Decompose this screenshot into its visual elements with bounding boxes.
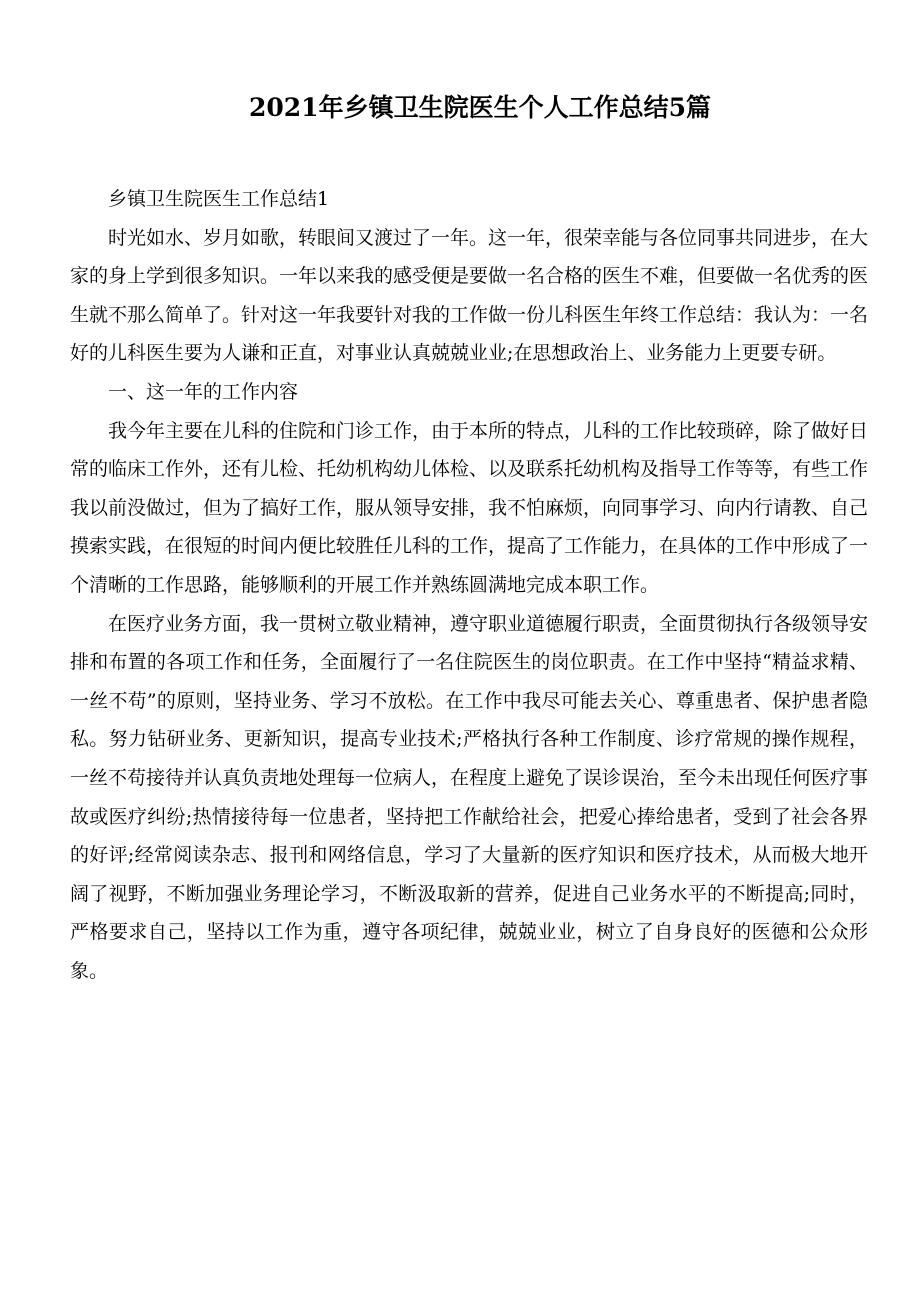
document-title: 2021年乡镇卫生院医生个人工作总结5篇: [249, 93, 711, 122]
paragraph-intro: 时光如水、岁月如歌，转眼间又渡过了一年。这一年，很荣幸能与各位同事共同进步，在大家的身上学到很多知识。一年以来我的感受便是要做一名合格的医生不难，但要做一名优秀的医生就不那么简单了。针对这一年我要针对我的工作做一份儿科医生年终工作总结：我认为：一名好的儿科医生要为人谦和正直，对事业认真兢兢业业;在思想政治上、业务能力上更要专研。: [70, 226, 869, 365]
paragraph-medical-business: 在医疗业务方面，我一贯树立敬业精神，遵守职业道德履行职责，全面贯彻执行各级领导安排和布置的各项工作和任务，全面履行了一名住院医生的岗位职责。在工作中坚持“精益求精、一丝不苟”的原则，坚持业务、学习不放松。在工作中我尽可能去关心、尊重患者、保护患者隐私。努力钻研业务、更新知识，提高专业技术;严格执行各种工作制度、诊疗常规的操作规程，一丝不苟接待并认真负责地处理每一位病人，在程度上避免了误诊误治，至今未出现任何医疗事故或医疗纠纷;热情接待每一位患者，坚持把工作献给社会，把爱心捧给患者，受到了社会各界的好评;经常阅读杂志、报刊和网络信息，学习了大量新的医疗知识和医疗技术，从而极大地开阔了视野，不断加强业务理论学习，不断汲取新的营养，促进自己业务水平的不断提高;同时，严格要求自己，坚持以工作为重，遵守各项纪律，兢兢业业，树立了自身良好的医德和公众形象。: [70, 612, 869, 982]
document-body: [70, 180, 868, 990]
section-title: 乡镇卫生院医生工作总结1: [108, 188, 330, 210]
subheading-work-content: 一、这一年的工作内容: [108, 380, 299, 403]
paragraph-work-content: 我今年主要在儿科的住院和门诊工作，由于本所的特点，儿科的工作比较琐碎，除了做好日常的临床工作外，还有儿检、托幼机构幼儿体检、以及联系托幼机构及指导工作等等，有些工作我以前没做过，但为了搞好工作，服从领导安排，我不怕麻烦，向同事学习、向内行请教、自己摸索实践，在很短的时间内便比较胜任儿科的工作，提高了工作能力，在具体的工作中形成了一个清晰的工作思路，能够顺利的开展工作并熟练圆满地完成本职工作。: [70, 419, 869, 596]
